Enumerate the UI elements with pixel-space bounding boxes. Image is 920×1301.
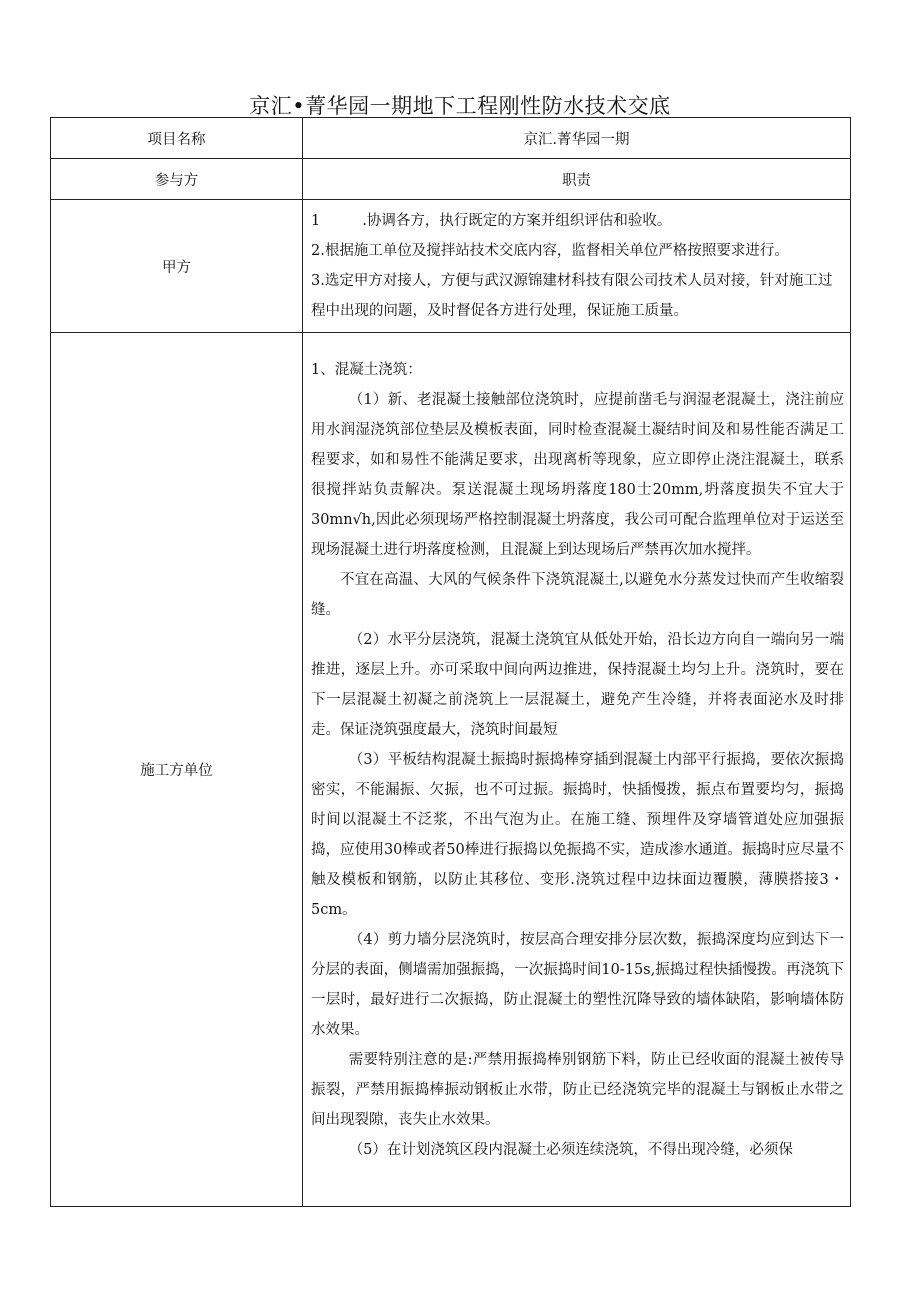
header-row xyxy=(51,159,851,200)
item-text: .协调各方，执行既定的方案并组织评估和验收。 xyxy=(362,213,672,229)
jiafang-item-1 xyxy=(311,206,844,236)
jiafang-item-3 xyxy=(311,266,844,326)
item-text: 根据施工单位及搅拌站技术交底内容，监督相关单位严格按照要求进行。 xyxy=(324,243,789,259)
project-value: 京汇.菁华园一期 xyxy=(303,118,851,159)
item-text: 选定甲方对接人，方便与武汉源锦建材科技有限公司技术人员对接，针对施工过程中出现的问题，及时督促各方进行处理，保证施工质量。 xyxy=(311,273,833,319)
disclosure-table xyxy=(50,117,851,1207)
section-heading: 1、混凝土浇筑： xyxy=(311,362,422,378)
paragraph-7: （5）在计划浇筑区段内混凝土必须连续浇筑，不得出现冷缝，必须保 xyxy=(348,1142,793,1158)
shigong-duties xyxy=(303,333,851,1207)
project-row xyxy=(51,118,851,159)
item-number: 1 xyxy=(311,213,321,229)
paragraph-1: （1）新、老混凝土接触部位浇筑时，应提前凿毛与润湿老混凝土，浇注前应用水润湿浇筑部位垫层及模板表面，同时检查混凝土凝结时间及和易性能否满足工程要求，如和易性不能满足要求，出现离析等现象，应立即停止浇注混凝土，联系很搅拌站负责解决。泵送混凝土现场坍落度180士20mm,坍落度损失不宜大于30mn√h,因此必须现场严格控制混凝土坍落度，我公司可配合监理单位对于运送至现场混凝土进行坍落度检测，且混凝上到达现场后严禁再次加水搅拌。 xyxy=(311,392,844,558)
jiafang-duties xyxy=(303,200,851,333)
item-number: 3. xyxy=(311,273,325,289)
paragraph-4: （3）平板结构混凝土振捣时振捣棒穿插到混凝土内部平行振捣，要依次振捣密实，不能漏振、欠振，也不可过振。振捣时，快插慢拨，振点布置要均匀，振捣时间以混凝土不泛浆，不出气泡为止。在施工缝、预埋件及穿墙管道处应加强振捣，应使用30棒或者50棒进行振捣以免振捣不实，造成渗水通道。振捣时应尽量不触及模板和钢筋，以防止其移位、变形.浇筑过程中边抹面边覆膜，薄膜搭接3・5cm。 xyxy=(311,752,844,918)
item-number: 2. xyxy=(311,243,325,259)
jiafang-item-2 xyxy=(311,236,844,266)
duty-header: 职责 xyxy=(303,159,851,200)
jiafang-row xyxy=(51,200,851,333)
paragraph-3: （2）水平分层浇筑，混凝土浇筑宜从低处开始，沿长边方向自一端向另一端推进，逐层上升。亦可采取中间向两边推进，保持混凝土均匀上升。浇筑时，要在下一层混凝土初凝之前浇筑上一层混凝土，避免产生冷缝，并将表面泌水及时排走。保证浇筑强度最大，浇筑时间最短 xyxy=(311,632,844,738)
party-header: 参与方 xyxy=(51,159,303,200)
jiafang-label: 甲方 xyxy=(51,200,303,333)
shigong-label: 施工方单位 xyxy=(51,333,303,1207)
project-label: 项目名称 xyxy=(51,118,303,159)
document-title: 京汇•菁华园一期地下工程刚性防水技术交底 xyxy=(249,94,671,118)
shigong-row xyxy=(51,333,851,1207)
paragraph-6: 需要特别注意的是:严禁用振捣棒别钢筋下料，防止已经收面的混凝土被传导振裂，严禁用振捣棒振动钢板止水带，防止已经浇筑完毕的混凝土与钢板止水带之间出现裂隙，丧失止水效果。 xyxy=(311,1052,844,1128)
paragraph-5: （4）剪力墙分层浇筑时，按层高合理安排分层次数，振捣深度均应到达下一分层的表面，侧墙需加强振捣，一次振捣时间10-15s,振捣过程快插慢拨。再浇筑下一层时，最好进行二次振捣，防止混凝土的塑性沉降导致的墙体缺陷，影响墙体防水效果。 xyxy=(311,932,844,1038)
paragraph-2: 不宜在高温、大风的气候条件下浇筑混凝土,以避免水分蒸发过快而产生收缩裂缝。 xyxy=(311,572,844,618)
